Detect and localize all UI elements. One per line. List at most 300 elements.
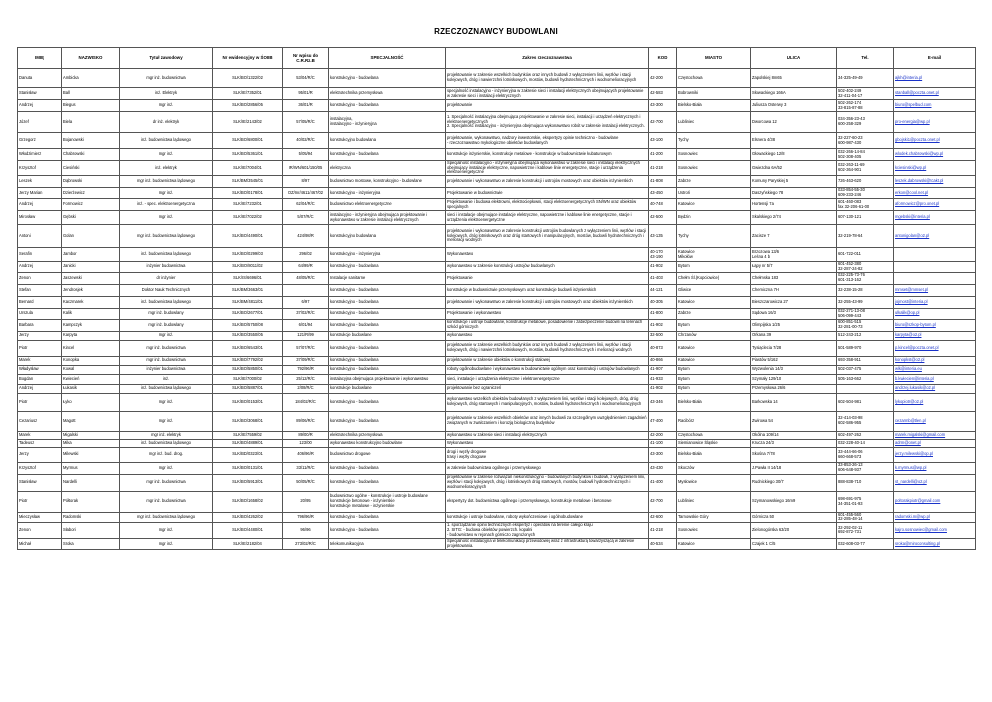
registry-number-cell: SLK/BM/3663/01 [213, 284, 283, 296]
title-cell: inżynier budownictwa [120, 365, 213, 374]
entry-number-cell: IR/WN/601/150/05 [283, 161, 329, 176]
phone-cell: 512-243-212 [837, 331, 894, 340]
email-link[interactable]: wlk@interia.eu [895, 366, 922, 372]
email-link[interactable]: pro-energia@wp.pl [895, 118, 930, 124]
registry-number-cell: SLK/BO/8011/02 [213, 262, 283, 272]
postal-code-cell: 42-583 [649, 88, 677, 100]
last-name-cell: Biela [62, 112, 120, 133]
city-cell: Katowice [677, 538, 751, 549]
table-row [18, 474, 976, 491]
email-cell [894, 100, 976, 112]
table-row [18, 161, 976, 176]
email-cell [894, 308, 976, 319]
registry-number-cell: SLK/IE/7000/02 [213, 374, 283, 384]
email-link[interactable]: kciesinski@wp.pl [895, 164, 927, 170]
street-cell: Tysiąclecia 7/28 [751, 340, 837, 356]
phone-cell [837, 384, 894, 393]
specialty-cell: konstrukcyjno - budowlana [329, 522, 446, 538]
phone-cell: 32-292-02-11 692-872-731 [837, 522, 894, 538]
first-name-cell: Grzegorz [18, 133, 62, 149]
registry-number-cell: SLK/BO/4262/02 [213, 512, 283, 522]
first-name-cell: Andrzej [18, 199, 62, 211]
specialty-cell: elektrotechnika przemysłowa [329, 88, 446, 100]
first-name-cell: Michał [18, 538, 62, 549]
entry-number-cell [283, 284, 329, 296]
last-name-cell: Sroka [62, 538, 120, 549]
specialty-cell: konstrukcyjno - budowlana [329, 512, 446, 522]
scope-cell: konstrukcje i ustroje budowlane, roboty wykończeniowe i ogólnobudowlane [446, 512, 649, 522]
last-name-cell: Dąbrowski [62, 176, 120, 188]
last-name-cell: Konopka [62, 356, 120, 365]
registry-number-cell: SLK/BO/6543/01 [213, 340, 283, 356]
scope-cell: sieci, instalacje i urządzenia elektryczne i elektroenergetyczne [446, 374, 649, 384]
street-cell: Czajek 1 C/5 [751, 538, 837, 549]
header-email: E-mail [894, 48, 976, 69]
street-cell: Skalskiego 2/74 [751, 211, 837, 225]
phone-cell: 032-225-73-76 601-313-162 [837, 272, 894, 284]
last-name-cell: Jaszewski [62, 272, 120, 284]
title-cell: mgr inż. [120, 411, 213, 431]
first-name-cell: Włodzimierz [18, 149, 62, 161]
registry-number-cell: SLK/BO/3550/05 [213, 331, 283, 340]
email-link[interactable]: st_nardelli@o2.pl [895, 479, 927, 485]
scope-cell: Projektowanie [446, 272, 649, 284]
scope-cell: 1. Specjalność instalacyjna obejmująca projektowanie w zakresie sieci, instalacji i urządzeń elektrycznych i elektroenergetycznych 2. Specjalność instalacyjno - inżynieryjna obejmująca wykonawstwo robót w zakresie instalacji elektrycznych. [446, 112, 649, 133]
email-cell [894, 88, 976, 100]
email-cell [894, 340, 976, 356]
title-cell: mgr inż. budowlany [120, 308, 213, 319]
email-cell [894, 522, 976, 538]
last-name-cell: Słabori [62, 522, 120, 538]
registry-number-cell: SLK/BO/0178/01 [213, 188, 283, 199]
postal-code-cell: 42-600 [649, 512, 677, 522]
entry-number-cell: 2/08/R/C [283, 384, 329, 393]
entry-number-cell: 57/05/R/C [283, 112, 329, 133]
email-cell [894, 284, 976, 296]
table-row [18, 176, 976, 188]
header-phone: Tel. [837, 48, 894, 69]
city-cell: Bielsko-Biała [677, 447, 751, 462]
title-cell: mgr inż. budownictwa [120, 340, 213, 356]
street-cell: Krucza 24/3 [751, 439, 837, 447]
entry-number-cell: 792/96/R [283, 365, 329, 374]
street-cell: Łąpy nr 5/7 [751, 262, 837, 272]
specialty-cell: budownictwo drogowe [329, 447, 446, 462]
street-cell: Zacisze 7 [751, 225, 837, 248]
entry-number-cell: 123/00 [283, 439, 329, 447]
street-cell: Elsnera 4/38 [751, 133, 837, 149]
entry-number-cell: 64/99/R [283, 262, 329, 272]
registry-number-cell: SLK/BO/2856/05 [213, 100, 283, 112]
email-link[interactable]: erkon@cool.net.pl [895, 189, 929, 195]
entry-number-cell: 296/02 [283, 248, 329, 262]
email-cell [894, 538, 976, 549]
first-name-cell: Piotr [18, 340, 62, 356]
city-cell: Sosnowiec [677, 161, 751, 176]
specialty-cell: budownictwo mostowe, konstrukcyjno - budowlane [329, 176, 446, 188]
scope-cell: ekspertyzy dot. budownictwa ogólnego i przemysłowego, konstrukcje metalowe i betonowe [446, 491, 649, 512]
phone-cell: 034-356-23-43 600-258-329 [837, 112, 894, 133]
first-name-cell: Bernard [18, 296, 62, 308]
entry-number-cell: 96/96 [283, 522, 329, 538]
entry-number-cell: 424/98/R [283, 225, 329, 248]
city-cell: Zabrze [677, 176, 751, 188]
specialty-cell: konstrukcyjno - budowlana [329, 393, 446, 411]
postal-code-cell: 43-450 [649, 188, 677, 199]
email-link[interactable]: poltorakpiotr@gmail.com [895, 498, 941, 504]
email-cell [894, 211, 976, 225]
phone-cell: 032-266-14-84 502-308-405 [837, 149, 894, 161]
table-row [18, 296, 976, 308]
header-specialty: SPECJALNOŚĆ [329, 48, 446, 69]
page-title: RZECZOZNAWCY BUDOWLANI [434, 27, 558, 36]
registry-number-cell: SLK/IE/7004/01 [213, 161, 283, 176]
specialty-cell: instalacyjna, instalacyjno - inżynieryjna [329, 112, 446, 133]
registry-number-cell: SLK/BO/3068/01 [213, 411, 283, 431]
entry-number-cell: 89/06/R/C [283, 411, 329, 431]
entry-number-cell: 50/05/R/C [283, 474, 329, 491]
phone-cell: 33-444-66-06 660-668-573 [837, 447, 894, 462]
title-cell: mgr inż. budownictwa [120, 356, 213, 365]
entry-number-cell: 33/11/R/C [283, 462, 329, 474]
last-name-cell: Kalik [62, 308, 120, 319]
postal-code-cell: 40-305 [649, 296, 677, 308]
email-link[interactable]: leszek.dabrowski@tcakt.pl [895, 178, 944, 184]
specialty-cell: wykonawstwo konstrukcyjno budowlane [329, 439, 446, 447]
registry-number-cell: SLK/BO/4480/01 [213, 522, 283, 538]
phone-cell: 607-130-121 [837, 211, 894, 225]
first-name-cell: Stefan [18, 284, 62, 296]
email-link[interactable]: biuro@szkop-bytom.pl [895, 321, 936, 327]
registry-number-cell: SLK/IE/2182/04 [213, 538, 283, 549]
entry-number-cell: OZ/Inr/4611/467/02 [283, 188, 329, 199]
postal-code-cell: 40-534 [649, 538, 677, 549]
registry-number-cell: SLK/IS/6696/01 [213, 272, 283, 284]
first-name-cell: Danuta [18, 69, 62, 88]
postal-code-cell: 42-200 [649, 69, 677, 88]
postal-code-cell: 42-500 [649, 211, 677, 225]
street-cell: Wyzwolenia 14/3 [751, 365, 837, 374]
table-row [18, 88, 976, 100]
email-cell [894, 319, 976, 331]
title-cell: mgr inż. elektryk [120, 431, 213, 439]
table-row [18, 262, 976, 272]
entry-number-cell: 37/02/R/C [283, 308, 329, 319]
email-link[interactable]: jerzy.milewski@op.pl [895, 451, 933, 457]
phone-cell: 32-414-03-98 602-586-955 [837, 411, 894, 431]
city-cell: Katowice [677, 296, 751, 308]
postal-code-cell: 43-100 [649, 133, 677, 149]
specialty-cell: konstrukcyjno - inżynieryjna [329, 248, 446, 262]
specialty-cell: Instalacje sanitarne [329, 272, 446, 284]
header-registry-number: Nr ewidencyjny w ŚOIIB [213, 48, 283, 69]
scope-cell: Projektowanie w budownictwie [446, 188, 649, 199]
title-cell: mgr inż. [120, 100, 213, 112]
email-cell [894, 374, 976, 384]
email-link[interactable]: mmset@mmset.pl [895, 286, 929, 292]
specialty-cell: konstrukcje budowlane [329, 331, 446, 340]
postal-code-cell: 32-500 [649, 331, 677, 340]
entry-number-cell: 95/01/R [283, 88, 329, 100]
phone-cell: 33-853-26-13 606-648-937 [837, 462, 894, 474]
registry-number-cell: SLK/BO/1658/02 [213, 491, 283, 512]
email-cell [894, 296, 976, 308]
registry-number-cell: SLK/BO/5850/01 [213, 365, 283, 374]
table-row [18, 149, 976, 161]
city-cell: Racibórz [677, 411, 751, 431]
street-cell: Sądowa 16/3 [751, 308, 837, 319]
entry-number-cell: 20/95 [283, 491, 329, 512]
city-cell: Sosnowiec [677, 149, 751, 161]
entry-number-cell: 8/97 [283, 176, 329, 188]
email-link[interactable]: lykopiotr@o2.pl [895, 398, 924, 404]
street-cell: Szymanowskiego 16m9 [751, 491, 837, 512]
email-link[interactable]: andrzej.lukasik@o2.pl [895, 385, 936, 391]
postal-code-cell: 41-902 [649, 384, 677, 393]
email-link[interactable]: cezarmb@tlen.pl [895, 417, 926, 423]
street-cell: Piastów 5/162 [751, 356, 837, 365]
city-cell: Bielsko-Biała [677, 100, 751, 112]
email-link[interactable]: b.kwiecien@interia.pl [895, 375, 934, 381]
entry-number-cell: 36/01/R [283, 100, 329, 112]
email-link[interactable]: p.kincel@poczta.onet.pl [895, 344, 939, 350]
table-row [18, 272, 976, 284]
table-row [18, 308, 976, 319]
postal-code-cell: 42-700 [649, 491, 677, 512]
registry-number-cell: SLK/BM/4811/01 [213, 296, 283, 308]
table-row [18, 538, 976, 549]
first-name-cell: Andrzej [18, 262, 62, 272]
registry-number-cell: SLK/BO/5887/01 [213, 384, 283, 393]
first-name-cell: Zenon [18, 522, 62, 538]
phone-cell: 32-255-43-99 [837, 296, 894, 308]
phone-cell: 32-238-15-28 [837, 284, 894, 296]
specialty-cell: konstrukcyjno - budowlana [329, 319, 446, 331]
scope-cell: projektowanie [446, 100, 649, 112]
street-cell: Szymały 129/10 [751, 374, 837, 384]
last-name-cell: Ciesiński [62, 161, 120, 176]
first-name-cell: Jerzy [18, 331, 62, 340]
title-cell: mgr inż. bud. drog. [120, 447, 213, 462]
email-link[interactable]: ulkalik@op.pl [895, 310, 920, 316]
table-row [18, 365, 976, 374]
first-name-cell: Marek [18, 431, 62, 439]
registry-number-cell: SLK/BO/1322/02 [213, 69, 283, 88]
city-cell: Katowice Mikołów [677, 248, 751, 262]
registry-number-cell: SLK/BO/0153/01 [213, 393, 283, 411]
email-link[interactable]: marek.migalski@gmail.com [895, 431, 946, 437]
first-name-cell: Piotr [18, 491, 62, 512]
email-link[interactable]: mgebski@interia.pl [895, 214, 930, 220]
table-row [18, 522, 976, 538]
first-name-cell: Andrzej [18, 100, 62, 112]
specialty-cell: konstrukcyjno budowlana [329, 225, 446, 248]
specialty-cell: konstrukcyjno - budowlana [329, 474, 446, 491]
table-row [18, 100, 976, 112]
specialty-cell: budownictwo elektroenergetyczne [329, 199, 446, 211]
title-cell: mgr inż. [120, 538, 213, 549]
first-name-cell: Cezariusz [18, 411, 62, 431]
last-name-cell: Ambicka [62, 69, 120, 88]
last-name-cell: Radomski [62, 512, 120, 522]
header-entry-number: Nr wpisu do C.R.Rz.B [283, 48, 329, 69]
title-cell: inż. budownictwa lądowego [120, 248, 213, 262]
email-link[interactable]: karpyta@o2.pl [895, 332, 922, 338]
email-link[interactable]: konopkst@o2.pl [895, 357, 925, 363]
email-link[interactable]: gbojski1@poczta.onet.pl [895, 137, 940, 143]
title-cell: mgr inż. budownictwa lądowego [120, 512, 213, 522]
email-cell [894, 176, 976, 188]
email-cell [894, 248, 976, 262]
street-cell: Zwirowa 54 [751, 411, 837, 431]
scope-cell: konstrukcje inżynierskie, konstrukcje metalowe - konstrukcje w budownictwie kubaturowym [446, 149, 649, 161]
table-row [18, 225, 976, 248]
scope-cell: projektowanie w zakresie wszelkich budynków oraz innych budowli z wyłączeniem linii, węzłów i stacji kolejowych, dróg i nawierzchni lotniskowych, mostów, budowli hydrotechnicznych i melioracji wodnych [446, 340, 649, 356]
first-name-cell: Mieczysław [18, 512, 62, 522]
header-city: MIASTO [677, 48, 751, 69]
postal-code-cell: 41-907 [649, 365, 677, 374]
email-link[interactable]: ajkh@interia.pl [895, 74, 923, 80]
scope-cell: projektowanie i wykonawstwo w zakresie konstrukcji i ustrojów mostowych oraz obiektów inżynierskich [446, 296, 649, 308]
city-cell: Katowice [677, 340, 751, 356]
city-cell: Katowice [677, 199, 751, 211]
specialty-cell: konstrukcyjno - budowlana [329, 100, 446, 112]
street-cell: Skośna 7/78 [751, 447, 837, 462]
title-cell: mgr inż. [120, 393, 213, 411]
title-cell: mgr inż. budownictwa [120, 491, 213, 512]
header-street: ULICA [751, 48, 837, 69]
first-name-cell: Józef [18, 112, 62, 133]
title-cell: inż. elektryk [120, 161, 213, 176]
last-name-cell: Kincel [62, 340, 120, 356]
email-cell [894, 384, 976, 393]
title-cell: mgr inż. budownictwa lądowego [120, 176, 213, 188]
header-first-name: IMIĘ [18, 48, 62, 69]
street-cell: Zielonogórska 63/20 [751, 522, 837, 538]
scope-cell: projektowanie w zakresie wszelkich obiektów oraz innych budowli za szczególnym uwzględnieniem zagadnień związanych w zwalczaniem i korozją biologiczną budynków [446, 411, 649, 431]
email-link[interactable]: stanball@poczta.onet.pl [895, 90, 939, 96]
first-name-cell: Leszek [18, 176, 62, 188]
registry-number-cell: SLK/BO/5361/01 [213, 149, 283, 161]
last-name-cell: Janicki [62, 262, 120, 272]
city-cell: Mysłowice [677, 474, 751, 491]
street-cell: Brzozowa 13/6 Leśna 4 b [751, 248, 837, 262]
first-name-cell: Piotr [18, 393, 62, 411]
specialty-cell: konstrukcyjno - budowlana [329, 149, 446, 161]
street-cell: Okólna 109/14 [751, 431, 837, 439]
email-cell [894, 411, 976, 431]
scope-cell: wykonawstwo w zakresie konstrukcji ustrojów budowlanych [446, 262, 649, 272]
registry-number-cell: SLK/BO/6800/01 [213, 133, 283, 149]
phone-cell: 505-163-662 [837, 374, 894, 384]
street-cell: J.Pawła II 14/18 [751, 462, 837, 474]
scope-cell: projektowanie, wykonawstwo, nadzory inwestorskie, ekspertyzy opinie techniczno - budowlane - rzeczoznawstwo mykologiczne obiektów budowlanych [446, 133, 649, 149]
city-cell: Bytom [677, 319, 751, 331]
registry-number-cell: SLK/IE/7559/02 [213, 431, 283, 439]
scope-cell: projektowanie w zakresie rozwiązań niekonstrukcyjno - budowlanych budynków i budowli, z wyłączeniem linii, węzłów i stacji kolejowych, dróg i lotniskowych dróg startowych, mostów, budowli hydrotechnicznych i wodnomelioracyjnych [446, 474, 649, 491]
city-cell: Bytom [677, 384, 751, 393]
street-cell: Rudnickiego 30/7 [751, 474, 837, 491]
title-cell: inż. budownictwa lądowego [120, 439, 213, 447]
table-row [18, 431, 976, 439]
city-cell: Lubliniec [677, 112, 751, 133]
postal-code-cell: 41-218 [649, 522, 677, 538]
email-link[interactable]: wlodek.chabrowski@wp.pl [895, 151, 944, 157]
last-name-cell: Karpyta [62, 331, 120, 340]
phone-cell: 032-228-40-14 [837, 439, 894, 447]
entry-number-cell: 6/01/94 [283, 319, 329, 331]
email-link[interactable]: biuro@spelbud.com [895, 102, 932, 108]
email-cell [894, 272, 976, 284]
specialty-cell: instalacyjno - inżynieryjna obejmująca projektowanie i wykonawstwo w zakresie instalacji elektrycznych [329, 211, 446, 225]
city-cell: Częstochowa [677, 431, 751, 439]
street-cell: Daszyńskiego 78 [751, 188, 837, 199]
email-cell [894, 439, 976, 447]
postal-code-cell: 47-400 [649, 411, 677, 431]
title-cell: mgr inż. [120, 211, 213, 225]
table-row [18, 284, 976, 296]
postal-code-cell: 40-748 [649, 199, 677, 211]
last-name-cell: Kowal [62, 365, 120, 374]
street-cell: Głowackiego 12/8 [751, 149, 837, 161]
registry-number-cell: SLK/BO/5750/08 [213, 319, 283, 331]
registry-number-cell: SLK/BO/2677/01 [213, 308, 283, 319]
email-cell [894, 225, 976, 248]
city-cell: Chełm Śl.(Kopciowice) [677, 272, 751, 284]
city-cell: Bielsko-Biała [677, 393, 751, 411]
postal-code-cell: 41-800 [649, 308, 677, 319]
email-link[interactable]: radomski.m@wp.pl [895, 513, 930, 519]
title-cell: mgr inż. [120, 462, 213, 474]
postal-code-cell: 42-700 [649, 112, 677, 133]
entry-number-cell: 273/02/R/C [283, 538, 329, 549]
scope-cell: projektowanie w zakresie wszelkich budynków oraz innych budowli z wyłączeniem linii, węzłów i stacji kolejowych, dróg i nawierzchni lotniskowych, mostów, budowli hydrotechnicznych i wodnomelioracyjnych [446, 69, 649, 88]
entry-number-cell: 5/07/R/C [283, 211, 329, 225]
phone-cell: 601-452-380 32-287-24-82 [837, 262, 894, 272]
header-title: Tytuł zawodowy [120, 48, 213, 69]
street-cell: Hortensji 7a [751, 199, 837, 211]
entry-number-cell: 37/09/R/C [283, 356, 329, 365]
scope-cell: Specjalność instalacyjna w telekomunikacji przewodowej wraz z infrastrukturą towarzyszącą w zakresie projektowania. [446, 538, 649, 549]
email-link[interactable]: adrm@onet.pl [895, 439, 921, 445]
phone-cell: 502-262-174 33-815-87-88 [837, 100, 894, 112]
title-cell: inż. budownictwa lądowego [120, 133, 213, 149]
last-name-cell: Milewski [62, 447, 120, 462]
email-link[interactable]: k.myrmus@wp.pl [895, 464, 927, 470]
street-cell: Zapolskiej 8m65 [751, 69, 837, 88]
title-cell: inż. - spec. elektroenergetyczna [120, 199, 213, 211]
table-row [18, 69, 976, 88]
email-link[interactable]: aformowicz@pro.onet.pl [895, 201, 940, 207]
email-link[interactable]: jojmost@interia.pl [895, 298, 928, 304]
table-header-row [18, 48, 976, 69]
first-name-cell: Władysław [18, 365, 62, 374]
email-link[interactable]: kajro.sosnowiec@gmail.com [895, 527, 947, 533]
street-cell: Słowackiego 166A [751, 88, 837, 100]
header-last-name: NAZWISKO [62, 48, 120, 69]
last-name-cell: Półtorak [62, 491, 120, 512]
registry-number-cell: SLK/BM/3545/01 [213, 176, 283, 188]
street-cell: Chełmska 183 [751, 272, 837, 284]
email-link[interactable]: antonigolan@o2.pl [895, 232, 930, 238]
title-cell: inż. Elektryk [120, 88, 213, 100]
email-link[interactable]: sroka@miroconsulting.pl [895, 540, 940, 546]
city-cell: Siemianowice Śląskie [677, 439, 751, 447]
first-name-cell: Mirosław [18, 211, 62, 225]
city-cell: Skoczów [677, 462, 751, 474]
title-cell: dr inż. elektryk [120, 112, 213, 133]
specialty-cell: elektryczna [329, 161, 446, 176]
